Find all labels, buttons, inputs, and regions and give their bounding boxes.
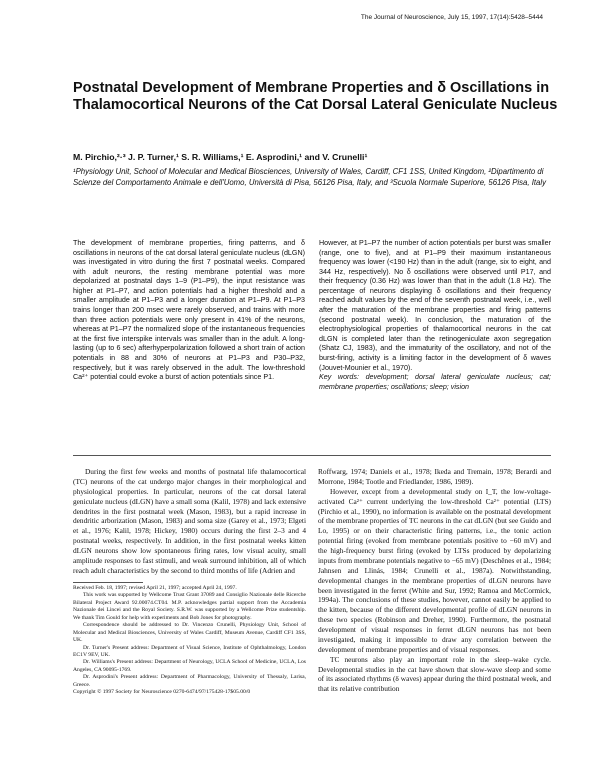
keywords-text: development; dorsal lateral geniculate nucleus; cat; membrane properties; oscillations; sleep; vision (319, 373, 551, 391)
footnote-turner-address: Dr. Turner's Present address: Department of Visual Science, Institute of Ophthalmology, London EC1V 9EV, UK. (73, 644, 306, 658)
abstract-left-column (73, 239, 305, 383)
abstract-right-column (319, 239, 551, 392)
keywords (319, 373, 551, 392)
footnote-divider (73, 582, 143, 583)
footnote-support: This work was supported by Wellcome Trust Grant 37089 and Consiglio Nazionale delle Ricerche Bilateral Project Award 92.00074.CT04. M.P. acknowledges partial support from the Accademia Nazionale dei Lincei and the Royal Society. S.R.W. was supported by a Wellcome Prize studentship. We thank Tim Gould for help with experiments and Bob Jones for photography. (73, 592, 306, 621)
abstract-text-right: However, at P1–P7 the number of action potentials per burst was smaller (range, one to five), and at P1–P9 their maximum instantaneous frequency was lower (<190 Hz) than in the adult (range, six to eight, and 344 Hz, respectively). No δ oscillations were observed until P17, and their frequency (0.36 Hz) was lower than that in the adult (1.8 Hz). The percentage of neurons displaying δ oscillations and their frequency reached adult values by the end of the seventh postnatal week, i.e., well after the maturation of the membrane properties and firing patterns (second postnatal week). In conclusion, the maturation of the electrophysiological properties of thalamocortical neurons in the cat dLGN is completed later than the retinogeniculate axon segregation (Shatz CJ, 1983), and the immaturity of the oscillatory, and not of the burst-firing, activity is a limiting factor in the development of δ waves (Jouvet-Mounier et al., 1970). (319, 239, 551, 372)
article-body (73, 467, 551, 767)
footnotes (73, 585, 306, 697)
article-title: Postnatal Development of Membrane Properties and δ Oscillations in Thalamocortical Neurons of the Cat Dorsal Lateral Geniculate Nucleus (73, 80, 558, 114)
footnote-asprodini-address: Dr. Asprodini's Present address: Department of Pharmacology, University of Thessaly, Larisa, Greece. (73, 674, 306, 688)
intro-paragraph-2: However, except from a developmental study on I_T, the low-voltage-activated Ca²⁺ current underlying the low-threshold Ca²⁺ potential (LTS) (Pirchio et al., 1990), no information is available on the postnatal development of the membrane properties of TC neurons in the cat dLGN (but see Guido and Lo, 1995) or on their characteristic firing patterns, i.e., the tonic action potential firing (evoked from membrane potentials positive to −60 mV) and the high-frequency burst firing (evoked by LTSs produced by depolarizing inputs from membrane potentials negative to −65 mV) (Deschênes et al., 1984; Jahnsen and Llinás, 1984; Crunelli et al., 1987a). Notwithstanding, developmental changes in the membrane properties of dLGN neurons have been investigated in the ferret (White and Sur, 1992; Ramoa and McCormick, 1994a). The conclusions of these studies, however, cannot easily be applied to the kitten, because of the different developmental profile of dLGN neurons in these two species (Robinson and Dreher, 1990). Furthermore, the postnatal development of visual responses in ferret dLGN neurons has not been investigated, making it impossible to draw any correlation between the development of membrane properties and of visual responses. (318, 486, 551, 654)
footnote-copyright: Copyright © 1997 Society for Neuroscience 0270-6474/97/175428-17$05.00/0 (73, 689, 251, 696)
keywords-label: Key words: (319, 373, 359, 382)
intro-paragraph-3: TC neurons also play an important role in the sleep–wake cycle. Developmental studies in the cat have shown that slow-wave sleep and some of its associated rhythms (δ waves) appear during the third postnatal week, and that its relative contribution (318, 654, 551, 694)
footnote-received: Received Feb. 18, 1997; revised April 21, 1997; accepted April 24, 1997. (73, 584, 237, 591)
body-left-column (73, 467, 306, 697)
abstract (73, 239, 551, 439)
author-list: M. Pirchio,²·³ J. P. Turner,¹ S. R. Williams,¹ E. Asprodini,¹ and V. Crunelli¹ (73, 152, 368, 162)
intro-paragraph-1: During the first few weeks and months of postnatal life thalamocortical (TC) neurons of the cat undergo major changes in their morphological and physiological properties. In particular, neurons of the cat dorsal lateral geniculate nucleus (dLGN) have a small soma (Kalil, 1978) and lack extensive dendrites in the first postnatal week (Mason, 1983), but a rapid increase in dendritic arborization (Mason, 1983) and soma size (Garey et al., 1973; Elgeti et al., 1976; Kalil, 1978; Hickey, 1980) occurs during the first 2–3 and 4 postnatal weeks, respectively. In addition, in the first postnatal weeks kitten dLGN neurons show low spontaneous firing rates, low visual acuity, small amplitude responses to fast stimuli, and weak surround inhibition, all of which reach adult characteristics by the second to third months of life (Adrien and (73, 467, 306, 575)
intro-paragraph-1-cont: Roffwarg, 1974; Daniels et al., 1978; Ikeda and Tremain, 1978; Berardi and Morrone, 1984; Tootle and Friedlander, 1986, 1989). (318, 467, 551, 486)
section-divider (73, 455, 551, 456)
footnote-williams-address: Dr. Williams's Present address: Department of Neurology, UCLA School of Medicine, UCLA, Los Angeles, CA 90095-1769. (73, 659, 306, 673)
affiliations: ¹Physiology Unit, School of Molecular and Medical Biosciences, University of Wales, Cardiff, CF1 1SS, United Kingdom, ²Dipartimento di Scienze del Comportamento Animale e dell'Uomo, Università di Pisa, 56126 Pisa, Italy, and ³Scuola Normale Superiore, 56126 Pisa, Italy (73, 167, 547, 187)
footnote-correspondence: Correspondence should be addressed to Dr. Vincenzo Crunelli, Physiology Unit, School of Molecular and Medical Biosciences, University of Wales Cardiff, Museum Avenue, Cardiff CF1 3SS, UK. (73, 622, 306, 644)
abstract-text-left: The development of membrane properties, firing patterns, and δ oscillations in neurons of the cat dorsal lateral geniculate nucleus (dLGN) was investigated in vitro during the first 7 postnatal weeks. Compared with adult neurons, the resting membrane potential was more depolarized at postnatal days 1–9 (P1–P9), the input resistance was higher at P1–P7, and action potentials had a higher threshold and a smaller amplitude at P1–P3 and a longer duration at P1–P9. At P1–P3 trains longer than 200 msec were rarely observed, and trains with more than three action potentials were only present in 41% of the neurons, whereas at P1–P7 the normalized slope of the instantaneous frequencies at the first five interspike intervals was smaller than in the adult. A long-lasting (up to 6 sec) afterhyperpolarization followed a short train of action potentials in 88 and 30% of neurons at P1–P3 and P30–P32, respectively, but it was rarely observed in the adult. The low-threshold Ca²⁺ potential could evoke a burst of action potentials since P1. (73, 239, 305, 382)
body-right-column (318, 467, 551, 694)
journal-header: The Journal of Neuroscience, July 15, 1997, 17(14):5428–5444 (360, 14, 543, 21)
